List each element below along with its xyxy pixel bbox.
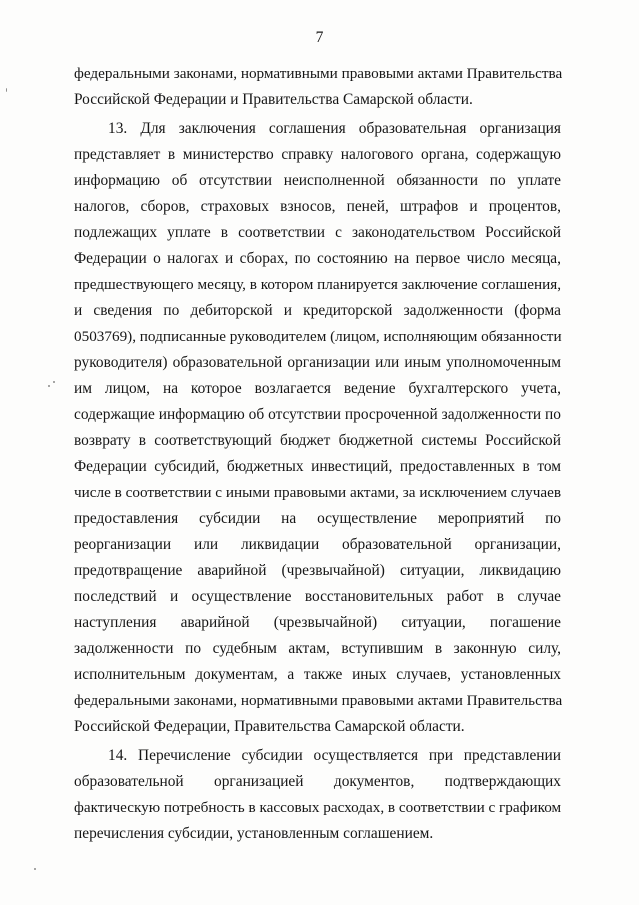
text-line: Федерации субсидий, бюджетных инвестиций, предоставленных в том [74,458,561,475]
paragraph-14-first-line: 14. Перечисление субсидии осуществляется при представлении [108,747,561,764]
text-line: представляет в министерство справку налогового органа, содержащую [74,146,561,163]
text-line: и сведения по дебиторской и кредиторской задолженности (форма [74,302,561,319]
text-line: возврату в соответствующий бюджет бюджетной системы Российской [74,432,561,449]
scan-speck [6,88,7,92]
text-line: предоставления субсидии на осуществление мероприятий по [74,510,561,527]
text-line: подлежащих уплате в соответствии с законодательством Российской [74,224,561,241]
text-line: Федерации о налогах и сборах, по состоянию на первое число месяца, [74,250,561,267]
text-line: федеральными законами, нормативными правовыми актами Правительства [74,692,563,709]
text-line: числе в соответствии с иными правовыми актами, за исключением случаев [74,484,561,501]
paragraph-13-first-line: 13. Для заключения соглашения образовательная организация [108,120,561,137]
text-line: Российской Федерации и Правительства Самарской области. [74,91,473,108]
text-line: предотвращение аварийной (чрезвычайной) ситуации, ликвидацию [74,562,561,579]
page-number: 7 [315,29,324,46]
text-line: предшествующего месяцу, в котором планируется заключение соглашения, [74,276,561,293]
text-line: им лицом, на которое возлагается ведение бухгалтерского учета, [74,380,561,397]
text-line: 0503769), подписанные руководителем (лицом, исполняющим обязанности [74,328,562,345]
text-line: руководителя) образовательной организации или иным уполномоченным [74,354,561,371]
text-line: исполнительным документам, а также иных случаев, установленных [74,666,561,683]
text-line: содержащие информацию об отсутствии просроченной задолженности по [74,406,561,423]
text-line: задолженности по судебным актам, вступившим в законную силу, [74,640,561,657]
text-line: реорганизации или ликвидации образовательной организации, [74,536,561,553]
text-line: информацию об отсутствии неисполненной обязанности по уплате [74,172,561,189]
text-line: федеральными законами, нормативными правовыми актами Правительства [74,65,563,82]
text-line: последствий и осуществление восстановительных работ в случае [74,588,561,605]
scan-speck [53,381,55,383]
text-line: Российской Федерации, Правительства Самарской области. [74,718,465,735]
text-line: налогов, сборов, страховых взносов, пеней, штрафов и процентов, [74,198,561,215]
text-line: фактическую потребность в кассовых расходах, в соответствии с графиком [74,799,562,816]
text-line: наступления аварийной (чрезвычайной) ситуации, погашение [74,614,561,631]
text-line: образовательной организацией документов, подтверждающих [74,773,561,790]
scan-speck [34,868,36,870]
text-line: перечисления субсидии, установленным соглашением. [74,825,434,842]
scan-speck [48,385,50,387]
